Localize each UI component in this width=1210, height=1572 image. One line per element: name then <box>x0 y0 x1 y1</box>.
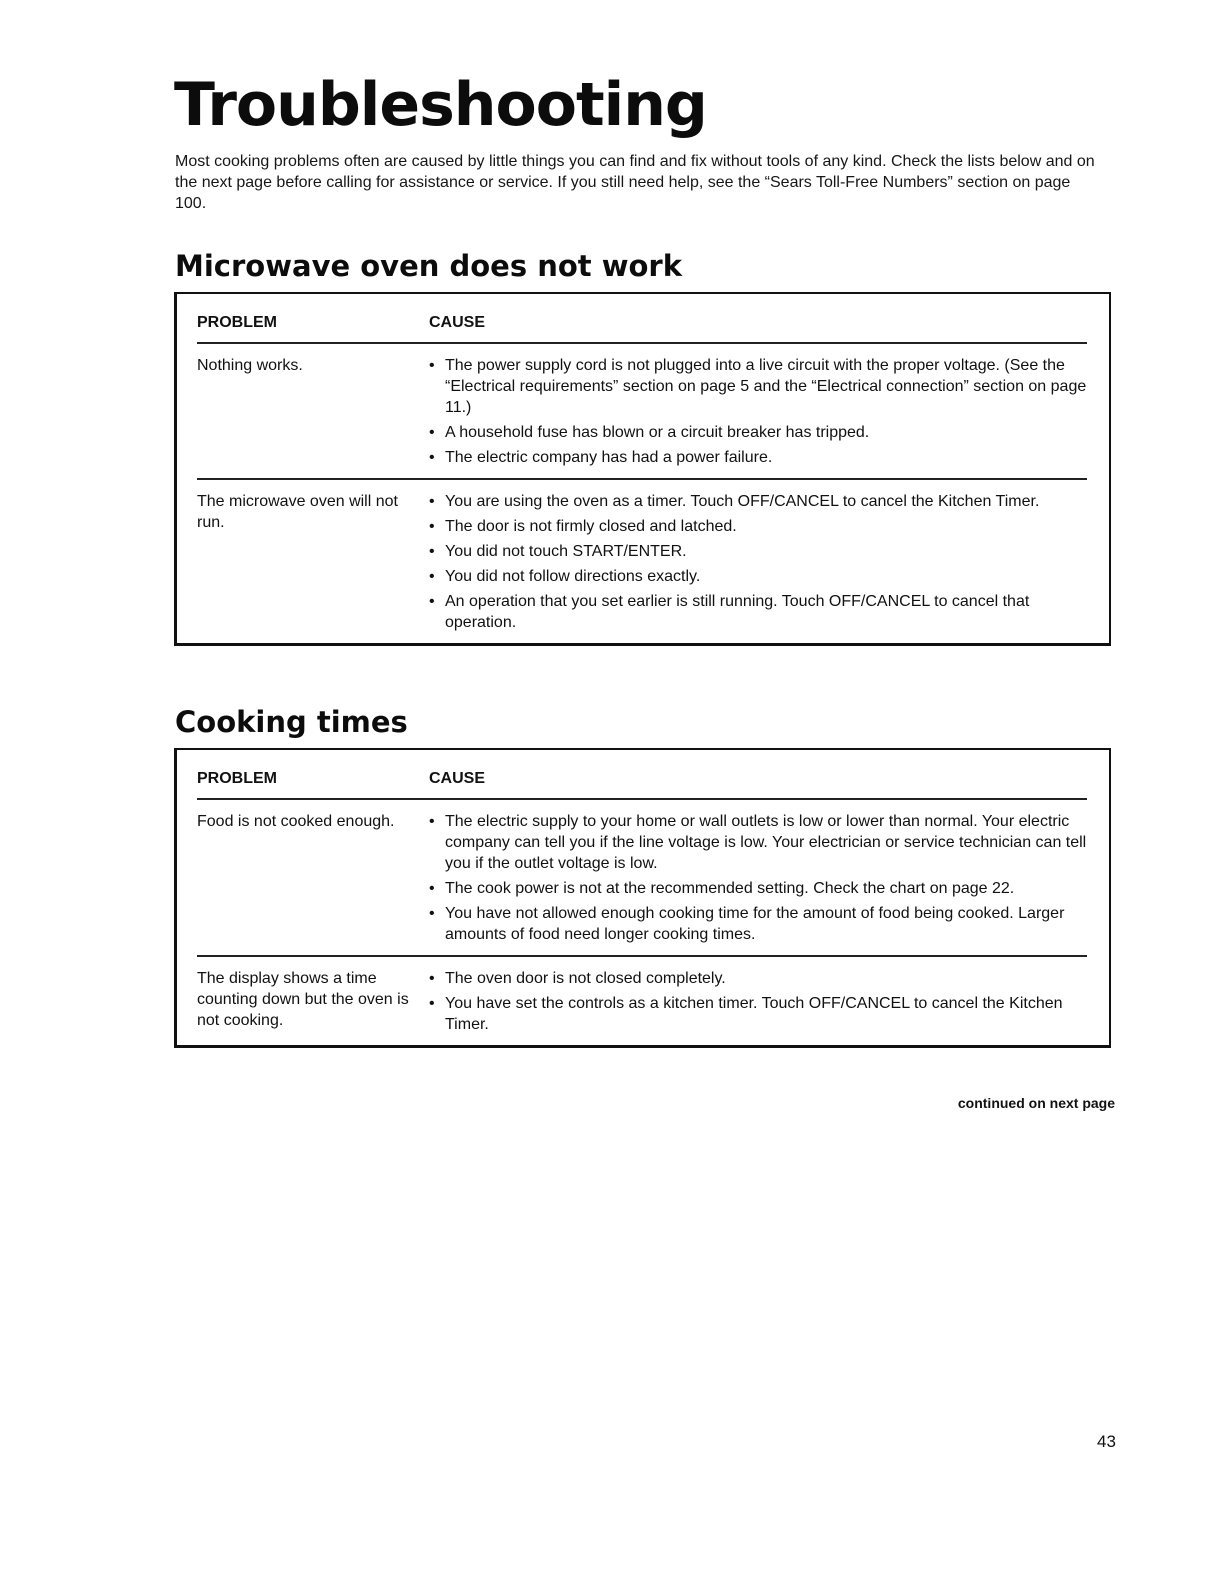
section-heading-microwave: Microwave oven does not work <box>175 249 683 283</box>
table-row <box>197 478 1087 643</box>
page-number: 43 <box>1097 1432 1116 1451</box>
problem-cell: Food is not cooked enough. <box>197 813 395 830</box>
problem-cell: The microwave oven will not run. <box>197 493 398 531</box>
cause-item: • The electric company has had a power failure. <box>429 447 1087 468</box>
page-title: Troubleshooting <box>174 70 707 140</box>
cause-list <box>429 355 1087 468</box>
problem-cell: The display shows a time counting down but the oven is not cooking. <box>197 970 409 1029</box>
cause-list <box>429 968 1087 1035</box>
cause-item: • You did not follow directions exactly. <box>429 566 1087 587</box>
cause-item: • The cook power is not at the recommended setting. Check the chart on page 22. <box>429 878 1087 899</box>
table-header <box>197 294 1087 344</box>
column-header-cause: CAUSE <box>429 770 486 787</box>
table-row <box>197 800 1087 955</box>
cause-item: • You are using the oven as a timer. Touch OFF/CANCEL to cancel the Kitchen Timer. <box>429 491 1087 512</box>
column-header-cause: CAUSE <box>429 314 486 331</box>
cause-item: • A household fuse has blown or a circuit breaker has tripped. <box>429 422 1087 443</box>
intro-paragraph: Most cooking problems often are caused by little things you can find and fix without tools of any kind. Check the lists below and on the next page before calling for assistance or service. If you still need help, see the “Sears Toll-Free Numbers” section on page 100. <box>175 153 1095 212</box>
table-row <box>197 344 1087 478</box>
table-header <box>197 750 1087 800</box>
cause-item: • The power supply cord is not plugged into a live circuit with the proper voltage. (See the “Electrical requirements” section on page 5 and the “Electrical connection” section on page 11.) <box>429 355 1087 418</box>
cause-item: • You have set the controls as a kitchen timer. Touch OFF/CANCEL to cancel the Kitchen Timer. <box>429 993 1087 1035</box>
cause-list <box>429 811 1087 945</box>
troubleshooting-table-cooking-times <box>174 748 1111 1048</box>
continued-note: continued on next page <box>957 1095 1115 1111</box>
column-header-problem: PROBLEM <box>197 314 277 331</box>
cause-item: • The electric supply to your home or wall outlets is low or lower than normal. Your electric company can tell you if the line voltage is low. Your electrician or service technician can tell you if the outlet voltage is low. <box>429 811 1087 874</box>
column-header-problem: PROBLEM <box>197 770 277 787</box>
cause-list <box>429 491 1087 633</box>
problem-cell: Nothing works. <box>197 357 303 374</box>
cause-item: • You did not touch START/ENTER. <box>429 541 1087 562</box>
cause-item: • The door is not firmly closed and latched. <box>429 516 1087 537</box>
table-row <box>197 955 1087 1045</box>
troubleshooting-table-microwave <box>174 292 1111 646</box>
cause-item: • An operation that you set earlier is still running. Touch OFF/CANCEL to cancel that operation. <box>429 591 1087 633</box>
section-heading-cooking-times: Cooking times <box>175 705 408 739</box>
cause-item: • The oven door is not closed completely. <box>429 968 1087 989</box>
cause-item: • You have not allowed enough cooking time for the amount of food being cooked. Larger amounts of food need longer cooking times. <box>429 903 1087 945</box>
